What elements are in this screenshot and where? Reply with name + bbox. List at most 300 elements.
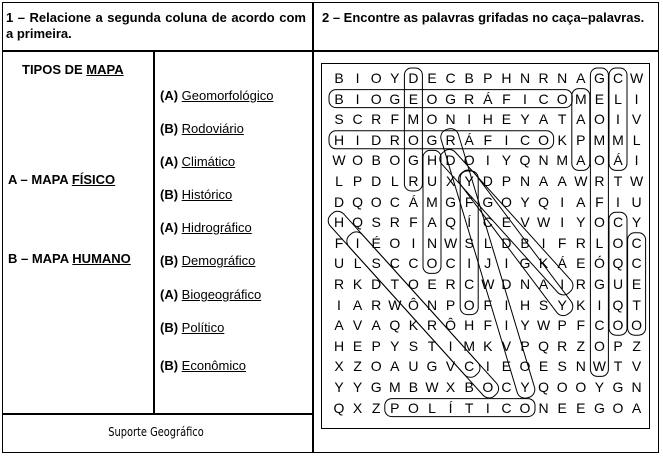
- grid-letter: B: [464, 379, 474, 395]
- grid-letter: F: [334, 234, 344, 251]
- grid-letter: W: [592, 358, 606, 375]
- grid-letter: Q: [352, 214, 364, 231]
- grid-letter: V: [520, 214, 530, 231]
- grid-letter: S: [557, 358, 567, 375]
- grid-letter: Ô: [445, 317, 457, 334]
- grid-letter: C: [445, 255, 456, 272]
- grid-letter: C: [408, 255, 419, 272]
- tipos-label: TIPOS DE: [22, 62, 87, 77]
- grid-letter: S: [371, 214, 381, 231]
- grid-letter: Y: [352, 379, 363, 395]
- grid-letter: K: [352, 276, 363, 292]
- grid-letter: O: [463, 296, 475, 313]
- grid-letter: D: [501, 234, 512, 251]
- grid-letter: S: [371, 255, 381, 272]
- option-word: Demográfico: [181, 253, 256, 268]
- option-item: [160, 320, 224, 335]
- grid-letter: I: [485, 152, 490, 169]
- grid-letter: H: [464, 317, 475, 334]
- grid-letter: C: [445, 70, 456, 86]
- grid-letter: O: [556, 90, 568, 107]
- grid-letter: O: [612, 317, 624, 334]
- option-letter: (B): [160, 320, 182, 335]
- grid-letter: I: [448, 337, 453, 354]
- grid-letter: T: [557, 111, 567, 128]
- grid-letter: Q: [389, 317, 401, 334]
- grid-letter: F: [409, 214, 418, 231]
- option-word: Histórico: [181, 187, 233, 202]
- grid-letter: N: [557, 70, 568, 86]
- grid-letter: I: [634, 152, 639, 169]
- grid-letter: N: [426, 234, 438, 251]
- tipos-de-mapa-heading: [22, 62, 124, 77]
- grid-letter: C: [538, 90, 549, 107]
- grid-letter: C: [519, 131, 531, 148]
- grid-letter: O: [593, 337, 605, 354]
- grid-letter: D: [371, 131, 382, 148]
- grid-letter: I: [504, 131, 509, 148]
- grid-letter: O: [500, 193, 512, 210]
- grid-letter: O: [593, 214, 605, 231]
- tipos-word: MAPA: [86, 62, 124, 77]
- grid-letter: A: [538, 276, 549, 292]
- humano-prefix: B – MAPA: [8, 251, 73, 266]
- grid-letter: P: [520, 337, 530, 354]
- grid-letter: Q: [519, 152, 531, 169]
- grid-letter: D: [482, 173, 493, 189]
- grid-letter: R: [464, 90, 475, 107]
- grid-letter: B: [464, 70, 474, 86]
- footer-divider: [3, 413, 312, 415]
- grid-letter: D: [371, 173, 382, 189]
- grid-letter: T: [632, 296, 641, 313]
- grid-letter: E: [538, 358, 549, 375]
- option-letter: (B): [160, 253, 182, 268]
- grid-letter: S: [408, 337, 419, 354]
- grid-letter: É: [371, 234, 381, 251]
- grid-letter: M: [612, 131, 624, 148]
- grid-letter: A: [538, 173, 549, 189]
- grid-letter: C: [482, 214, 493, 231]
- grid-letter: I: [523, 90, 527, 107]
- grid-letter: N: [538, 399, 549, 416]
- grid-letter: R: [575, 234, 586, 251]
- grid-letter: Q: [612, 255, 624, 272]
- grid-letter: P: [501, 173, 512, 189]
- option-letter: (A): [160, 287, 182, 302]
- grid-letter: M: [556, 152, 569, 169]
- grid-letter: T: [390, 276, 400, 292]
- grid-letter: C: [612, 70, 624, 86]
- option-word: Biogeográfico: [181, 287, 262, 302]
- grid-letter: O: [370, 358, 382, 375]
- grid-letter: E: [352, 337, 363, 354]
- grid-letter: G: [445, 193, 457, 210]
- grid-letter: F: [483, 317, 493, 334]
- grid-letter: O: [426, 111, 438, 128]
- grid-letter: P: [445, 296, 456, 313]
- grid-letter: Z: [371, 399, 381, 416]
- grid-letter: C: [464, 358, 475, 375]
- grid-letter: C: [501, 399, 512, 416]
- grid-letter: Y: [501, 152, 512, 169]
- grid-letter: E: [408, 90, 419, 107]
- grid-letter: D: [501, 276, 512, 292]
- grid-letter: L: [632, 131, 641, 148]
- grid-letter: F: [557, 234, 567, 251]
- grid-letter: Z: [576, 337, 586, 354]
- grid-letter: Á: [408, 193, 419, 210]
- grid-letter: F: [502, 90, 511, 107]
- grid-letter: R: [575, 276, 586, 292]
- grid-letter: A: [576, 152, 586, 169]
- grid-letter: X: [334, 358, 344, 375]
- grid-letter: O: [407, 131, 419, 148]
- grid-letter: Á: [464, 131, 474, 148]
- grid-letter: Ô: [407, 296, 419, 313]
- grid-letter: M: [593, 131, 606, 148]
- grid-letter: N: [575, 358, 586, 375]
- grid-letter: W: [332, 152, 346, 169]
- option-letter: (A): [160, 220, 182, 235]
- grid-letter: Y: [520, 111, 530, 128]
- grid-letter: I: [355, 70, 360, 86]
- grid-letter: G: [445, 90, 457, 107]
- grid-letter: O: [389, 234, 401, 251]
- grid-letter: O: [631, 317, 643, 334]
- grid-letter: T: [464, 399, 474, 416]
- grid-letter: Q: [612, 296, 624, 313]
- grid-letter: I: [355, 90, 360, 107]
- grid-letter: N: [519, 173, 531, 189]
- grid-letter: M: [407, 111, 420, 128]
- grid-letter: Y: [520, 193, 530, 210]
- grid-letter: N: [426, 296, 438, 313]
- grid-letter: A: [557, 173, 567, 189]
- option-item: [160, 88, 273, 103]
- grid-letter: L: [595, 234, 604, 251]
- grid-letter: W: [574, 173, 588, 189]
- inner-column-divider: [153, 50, 155, 413]
- grid-letter: G: [407, 152, 419, 169]
- option-item: [160, 154, 235, 169]
- grid-letter: K: [576, 296, 586, 313]
- grid-letter: E: [427, 70, 437, 86]
- grid-letter: O: [370, 193, 382, 210]
- grid-letter: D: [371, 276, 382, 292]
- grid-letter: O: [426, 90, 438, 107]
- grid-letter: P: [483, 70, 493, 86]
- grid-letter: R: [389, 131, 400, 148]
- grid-letter: H: [482, 111, 493, 128]
- grid-letter: Ó: [593, 255, 605, 272]
- grid-letter: L: [428, 399, 436, 416]
- grid-letter: I: [467, 111, 472, 128]
- grid-letter: X: [445, 173, 456, 189]
- grid-letter: G: [426, 358, 438, 375]
- header-divider: [3, 50, 658, 52]
- grid-letter: I: [504, 255, 509, 272]
- grid-letter: Y: [520, 379, 530, 395]
- grid-letter: E: [501, 214, 512, 231]
- option-word: Climático: [181, 154, 236, 169]
- grid-letter: T: [613, 358, 623, 375]
- grid-letter: A: [371, 317, 381, 334]
- grid-letter: I: [634, 90, 639, 107]
- grid-letter: O: [426, 255, 438, 272]
- grid-letter: U: [426, 173, 438, 189]
- grid-letter: Y: [464, 173, 474, 189]
- grid-letter: I: [560, 214, 565, 231]
- grid-letter: I: [485, 399, 490, 416]
- grid-letter: E: [501, 358, 512, 375]
- grid-letter: L: [353, 255, 362, 272]
- grid-letter: N: [538, 152, 549, 169]
- grid-letter: P: [576, 131, 586, 148]
- grid-letter: P: [613, 337, 623, 354]
- grid-letter: O: [612, 234, 624, 251]
- grid-letter: Q: [445, 214, 457, 231]
- grid-letter: Z: [353, 358, 362, 375]
- grid-letter: I: [411, 234, 416, 251]
- grid-letter: M: [574, 90, 587, 107]
- grid-letter: R: [445, 131, 456, 148]
- grid-letter: A: [576, 111, 586, 128]
- grid-letter: C: [501, 379, 512, 395]
- grid-letter: I: [355, 131, 360, 148]
- grid-letter: Y: [631, 214, 642, 231]
- grid-letter: F: [576, 317, 586, 334]
- grid-letter: I: [337, 296, 341, 313]
- grid-letter: Q: [352, 193, 364, 210]
- grid-letter: G: [593, 70, 605, 86]
- grid-letter: X: [352, 399, 363, 416]
- grid-letter: H: [426, 152, 438, 169]
- grid-letter: P: [557, 317, 567, 334]
- grid-letter: V: [352, 317, 363, 334]
- grid-letter: Q: [538, 379, 550, 395]
- grid-letter: R: [371, 111, 382, 128]
- grid-letter: I: [616, 193, 620, 210]
- grid-letter: E: [631, 276, 642, 292]
- grid-letter: O: [370, 90, 382, 107]
- grid-letter: E: [557, 399, 567, 416]
- fisico-word: FÍSICO: [71, 172, 116, 187]
- grid-letter: W: [388, 296, 402, 313]
- grid-letter: A: [334, 317, 344, 334]
- option-letter: (A): [160, 154, 182, 169]
- grid-letter: R: [389, 214, 400, 231]
- grid-letter: F: [464, 193, 474, 210]
- grid-letter: D: [408, 70, 419, 86]
- grid-letter: T: [613, 173, 623, 189]
- grid-letter: Y: [390, 337, 400, 354]
- grid-letter: I: [616, 111, 620, 128]
- grid-letter: Q: [333, 399, 345, 416]
- grid-letter: A: [352, 296, 363, 313]
- grid-letter: I: [467, 255, 472, 272]
- option-word: Rodoviário: [181, 121, 244, 136]
- grid-letter: W: [629, 70, 644, 86]
- grid-letter: R: [371, 296, 382, 313]
- grid-letter: V: [631, 358, 642, 375]
- grid-letter: K: [408, 317, 419, 334]
- grid-letter: O: [556, 379, 568, 395]
- grid-letter: C: [389, 255, 400, 272]
- grid-letter: F: [483, 131, 493, 148]
- grid-letter: R: [408, 173, 419, 189]
- grid-letter: D: [445, 152, 456, 169]
- grid-letter: E: [501, 111, 512, 128]
- grid-letter: F: [483, 296, 493, 313]
- grid-letter: R: [594, 173, 605, 189]
- grid-letter: O: [463, 152, 475, 169]
- grid-letter: A: [576, 193, 586, 210]
- grid-letter: O: [370, 70, 382, 86]
- grid-letter: U: [408, 358, 419, 375]
- option-word: Político: [181, 320, 225, 335]
- grid-letter: F: [390, 111, 400, 128]
- grid-letter: K: [483, 337, 493, 354]
- grid-letter: W: [536, 214, 551, 231]
- grid-letter: L: [335, 173, 343, 189]
- grid-letter: O: [612, 399, 624, 416]
- grid-letter: N: [519, 70, 531, 86]
- option-item: [160, 253, 255, 268]
- grid-letter: H: [519, 296, 531, 313]
- mapa-humano-label: [8, 251, 131, 266]
- option-letter: (B): [160, 187, 182, 202]
- option-letter: (B): [160, 121, 182, 136]
- grid-letter: A: [390, 358, 400, 375]
- grid-letter: Y: [390, 70, 400, 86]
- grid-letter: O: [593, 152, 605, 169]
- grid-letter: O: [519, 358, 531, 375]
- grid-letter: U: [612, 276, 624, 292]
- grid-letter: O: [538, 131, 550, 148]
- grid-letter: O: [519, 399, 531, 416]
- grid-letter: Z: [632, 337, 641, 354]
- option-word: Econômico: [181, 358, 246, 373]
- fisico-prefix: A – MAPA: [8, 172, 72, 187]
- grid-letter: G: [519, 255, 531, 272]
- grid-letter: V: [631, 111, 642, 128]
- grid-letter: I: [597, 296, 602, 313]
- grid-letter: W: [629, 173, 644, 189]
- grid-letter: H: [333, 214, 345, 231]
- grid-letter: R: [445, 276, 456, 292]
- question-2-title: 2 – Encontre as palavras grifadas no caça–palavras.: [322, 10, 645, 25]
- grid-letter: Í: [448, 399, 453, 416]
- grid-letter: F: [595, 193, 604, 210]
- grid-letter: Q: [538, 193, 550, 210]
- grid-letter: Í: [467, 214, 472, 231]
- grid-letter: C: [594, 317, 605, 334]
- grid-letter: U: [333, 255, 345, 272]
- grid-letter: M: [426, 193, 438, 210]
- option-item: [160, 187, 232, 202]
- option-letter: (B): [160, 358, 182, 373]
- column-divider: [312, 3, 314, 452]
- grid-letter: V: [501, 337, 512, 354]
- grid-letter: E: [594, 90, 605, 107]
- grid-letter: A: [576, 70, 586, 86]
- grid-letter: G: [593, 276, 605, 292]
- grid-letter: A: [631, 399, 642, 416]
- grid-letter: S: [538, 296, 549, 313]
- grid-letter: B: [334, 70, 344, 86]
- grid-letter: I: [541, 234, 546, 251]
- grid-letter: M: [388, 379, 401, 395]
- grid-letter: K: [538, 255, 549, 272]
- option-word: Geomorfológico: [181, 88, 274, 103]
- grid-letter: J: [484, 255, 492, 272]
- grid-letter: I: [560, 276, 565, 292]
- humano-word: HUMANO: [72, 251, 131, 266]
- grid-letter: E: [576, 255, 586, 272]
- grid-letter: A: [538, 111, 549, 128]
- grid-letter: E: [427, 276, 437, 292]
- grid-letter: I: [355, 234, 360, 251]
- grid-letter: O: [407, 276, 419, 292]
- grid-letter: Y: [576, 214, 586, 231]
- grid-letter: D: [333, 193, 345, 210]
- grid-letter: X: [445, 379, 456, 395]
- grid-letter: N: [519, 276, 531, 292]
- grid-letter: I: [504, 296, 509, 313]
- grid-letter: G: [389, 90, 401, 107]
- grid-letter: S: [464, 234, 474, 251]
- grid-letter: R: [538, 70, 549, 86]
- grid-letter: G: [612, 379, 624, 395]
- grid-letter: H: [501, 70, 512, 86]
- grid-letter: B: [520, 234, 530, 251]
- grid-letter: A: [427, 214, 437, 231]
- grid-letter: Y: [557, 296, 567, 313]
- question-1-title: 1 – Relacione a segunda coluna de acordo com a primeira.: [6, 10, 306, 41]
- grid-letter: O: [593, 111, 605, 128]
- grid-letter: O: [389, 152, 401, 169]
- option-item: [160, 287, 261, 302]
- grid-letter: O: [407, 399, 419, 416]
- grid-letter: I: [485, 358, 490, 375]
- grid-letter: W: [425, 379, 439, 395]
- grid-letter: R: [426, 317, 438, 334]
- grid-letter: O: [482, 379, 494, 395]
- grid-letter: W: [536, 317, 551, 334]
- grid-letter: C: [631, 234, 642, 251]
- grid-letter: O: [352, 152, 364, 169]
- option-item: [160, 220, 252, 235]
- word-search-grid: [321, 63, 650, 429]
- grid-letter: O: [575, 379, 587, 395]
- grid-letter: Y: [520, 317, 530, 334]
- grid-letter: R: [333, 276, 345, 292]
- grid-letter: E: [576, 399, 586, 416]
- grid-letter: I: [560, 193, 565, 210]
- grid-letter: B: [334, 90, 344, 107]
- mapa-fisico-label: [8, 172, 115, 187]
- grid-letter: W: [481, 276, 495, 292]
- grid-letter: L: [483, 234, 492, 251]
- grid-letter: G: [593, 399, 605, 416]
- grid-letter: Y: [594, 379, 605, 395]
- option-item: [160, 121, 244, 136]
- grid-letter: U: [631, 193, 642, 210]
- grid-letter: T: [427, 337, 437, 354]
- grid-letter: G: [426, 131, 438, 148]
- grid-letter: G: [370, 379, 382, 395]
